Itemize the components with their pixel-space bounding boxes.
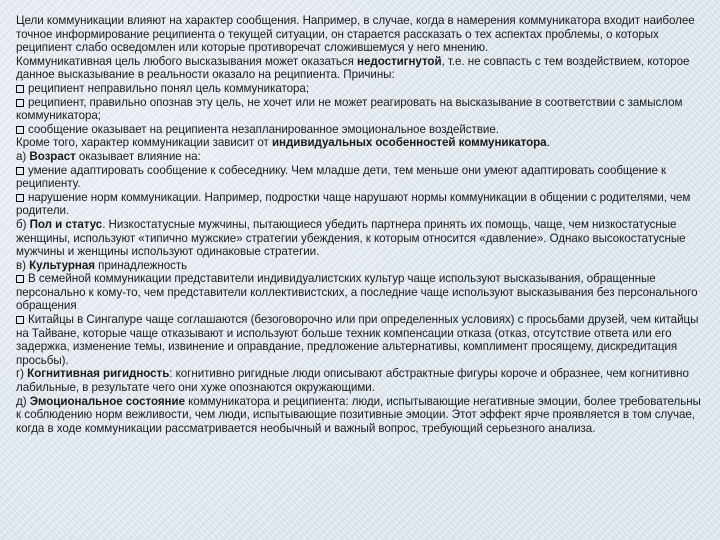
text-run: в) — [16, 258, 30, 272]
text-run: : когнитивно ригидные люди описывают абстрактные фигуры короче и образнее, чем когнитивно лабильные, в результате чего они хуже опознаются окружающими. — [16, 367, 689, 395]
bold-term: недостигнутой — [357, 54, 442, 68]
text-run: б) — [16, 217, 30, 231]
text-run: коммуникатора и реципиента: люди, испытывающие негативные эмоции, более требовательны к соблюдению норм вежливости, чем люди, испытывающие позитивные эмоции. Этот эффект ярче проявляется в том случае, когда в ходе коммуникации рассматривается необычный и важный вопрос, требующий серьезного анализа. — [16, 394, 701, 435]
text-run: д) — [16, 394, 30, 408]
text-run: умение адаптировать сообщение к собеседнику. Чем младше дети, тем меньше они умеют адаптировать сообщение к реципиенту. — [16, 163, 667, 191]
text-run: . Низкостатусные мужчины, пытающиеся убедить партнера принять их помощь, чаще, чем низкостатусные женщины, используют «типично мужские» стратегии убеждения, к которым относится «давление». Однако высокостатусные мужчины и женщины используют одинаковые стратегии. — [16, 217, 686, 259]
bold-term: индивидуальных особенностей коммуникатора — [271, 136, 547, 150]
text-paragraph — [16, 395, 708, 436]
text-run: сообщение оказывает на реципиента незапланированное эмоциональное воздействие. — [28, 122, 499, 136]
bullet-paragraph — [16, 96, 708, 123]
checkbox-bullet-icon — [16, 167, 24, 175]
text-run: , т.е. не совпасть с тем воздействием, которое данное высказывание в реальности оказало на реципиента. Причины: — [16, 54, 690, 82]
bold-term: Культурная — [29, 258, 95, 272]
text-run: оказывает влияние на: — [75, 149, 201, 163]
bold-term: Когнитивная ригидность — [27, 367, 170, 381]
bold-term: Возраст — [29, 149, 76, 163]
text-paragraph — [16, 55, 708, 82]
bullet-paragraph — [16, 82, 708, 96]
text-run: реципиент неправильно понял цель коммуникатора; — [28, 81, 309, 95]
checkbox-bullet-icon — [16, 275, 24, 283]
text-run: Китайцы в Сингапуре чаще соглашаются (безоговорочно или при определенных условиях) с просьбами друзей, чем китайцы на Тайване, которые чаще отказывают и используют больше техник компенсации отказа (отказ, отсутствие ответа или его задержка, изменение темы, извинение и оправдание, предложение альтернативы, комплимент просящему, дискредитация просьбы). — [16, 313, 699, 367]
checkbox-bullet-icon — [16, 316, 24, 324]
text-paragraph — [16, 259, 708, 273]
text-run: Цели коммуникации влияют на характер сообщения. Например, в случае, когда в намерения коммуникатора входит наиболее точное информирование реципиента о текущей ситуации, он старается рассказать о тех аспектах проблемы, о которых реципиент слабо осведомлен или которые противоречат сложившемуся у него мнению. — [16, 14, 695, 55]
bold-term: Эмоциональное состояние — [29, 394, 185, 408]
text-run: реципиент, правильно опознав эту цель, не хочет или не может реагировать на высказывание в соответствии с замыслом коммуникатора; — [16, 95, 683, 123]
text-paragraph — [16, 218, 708, 259]
bullet-paragraph — [16, 123, 708, 137]
checkbox-bullet-icon — [16, 126, 24, 134]
bullet-paragraph — [16, 191, 708, 218]
text-paragraph — [16, 367, 708, 394]
bullet-paragraph — [16, 313, 708, 367]
bold-term: Пол и статус — [29, 217, 103, 231]
text-paragraph — [16, 136, 708, 150]
bullet-paragraph — [16, 272, 708, 313]
text-run: нарушение норм коммуникации. Например, подростки чаще нарушают нормы коммуникации в общении с родителями, чем родители. — [16, 190, 691, 218]
bullet-paragraph — [16, 164, 708, 191]
text-run: Кроме того, характер коммуникации зависит от — [16, 136, 272, 150]
text-run: принадлежность — [95, 258, 188, 272]
text-paragraph — [16, 150, 708, 164]
text-run: Коммуникативная цель любого высказывания может оказаться — [16, 54, 358, 68]
checkbox-bullet-icon — [16, 99, 24, 107]
checkbox-bullet-icon — [16, 194, 24, 202]
text-run: В семейной коммуникации представители индивидуалистских культур чаще используют высказывания, обращенные персонально к кому-то, чем представители коллективистских, а последние чаще используют высказывания без персонального обращения — [16, 272, 698, 313]
text-run: а) — [16, 149, 30, 163]
text-paragraph — [16, 14, 708, 55]
text-run: г) — [16, 367, 28, 381]
checkbox-bullet-icon — [16, 85, 24, 93]
text-run: . — [546, 136, 550, 150]
